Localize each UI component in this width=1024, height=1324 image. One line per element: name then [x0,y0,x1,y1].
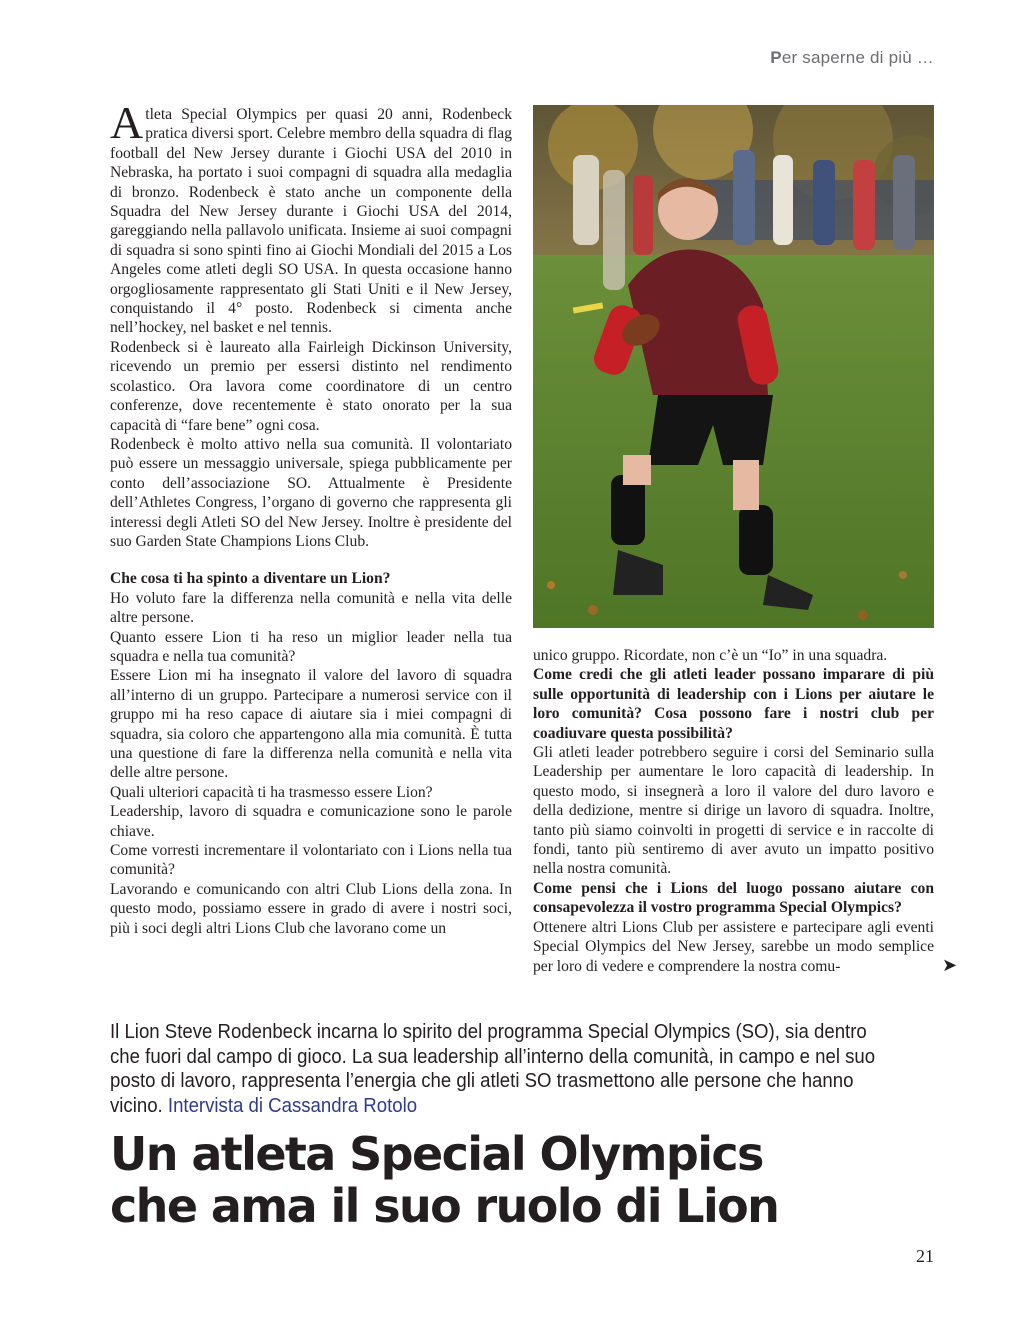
article-paragraph [110,802,512,841]
article-paragraph [110,628,512,667]
article-paragraph [533,918,934,976]
article-paragraph [110,589,512,628]
paragraph-text: Quali ulteriori capacità ti ha trasmesso essere Lion? [110,783,433,801]
running-head [770,48,934,68]
article-paragraph [533,646,934,665]
article-left-column [110,97,512,938]
article-paragraph [110,783,512,802]
article-headline [110,1128,1010,1232]
paragraph-text: Ho voluto fare la differenza nella comunità e nella vita delle altre persone. [110,589,512,627]
page-number: 21 [916,1246,934,1266]
paragraph-text: Come pensi che i Lions del luogo possano aiutare con consapevolezza il vostro programma Special Olympics? [533,879,934,917]
athlete-photo [533,105,934,628]
article-paragraph [110,435,512,551]
paragraph-text: Che cosa ti ha spinto a diventare un Lion? [110,570,391,588]
paragraph-text: Rodenbeck è molto attivo nella sua comunità. Il volontariato può essere un messaggio universale, spiega pubblicamente per conto dell’associazione SO. Attualmente è Presidente dell’Athletes Congress, l’organo di governo che rappresenta gli interessi degli Atleti SO del New Jersey. Inoltre è presidente del suo Garden State Champions Lions Club. [110,435,512,550]
interview-question [110,569,512,588]
paragraph-gap [110,551,512,569]
article-paragraph [110,666,512,782]
paragraph-text: Come credi che gli atleti leader possano imparare di più sulle opportunità di leadership con i Lions per aiutare le loro comunità? Cosa possono fare i nostri club per coadiuvare questa possibilità? [533,666,934,742]
interview-question [533,879,934,918]
article-intro [110,1020,891,1118]
headline-line-2: che ama il suo ruolo di Lion [110,1179,779,1233]
drop-cap: A [110,97,144,148]
byline: Intervista di Cassandra Rotolo [167,1094,418,1117]
interview-question [533,665,934,743]
paragraph-text: Quanto essere Lion ti ha reso un miglior leader nella tua squadra e nella tua comunità? [110,628,512,665]
running-head-text: er saperne di più … [781,48,934,67]
paragraph-text: Ottenere altri Lions Club per assistere e partecipare agli eventi Special Olympics del New Jersey, sarebbe un modo semplice per loro di vedere e comprendere la nostra comu- [533,918,934,975]
article-paragraph [110,97,512,338]
paragraph-text: Lavorando e comunicando con altri Club Lions della zona. In questo modo, possiamo essere in grado di avere i nostri soci, più i soci degli altri Lions Club che lavorano come un [110,880,512,937]
running-head-initial: P [770,48,782,67]
article-paragraph [110,841,512,880]
paragraph-text: Rodenbeck si è laureato alla Fairleigh Dickinson University, ricevendo un premio per essersi distinto nel rendimento scolastico. Ora lavora come coordinatore di un centro conferenze, dove recentemente è stato onorato per la sua capacità di “fare bene” ogni cosa. [110,338,512,434]
paragraph-text: Gli atleti leader potrebbero seguire i corsi del Seminario sulla Leadership per aumentare le loro capacità di leadership. In questo modo, si insegnerà a loro il valore del duro lavoro e della dedizione, mentre si dirige un lavoro di squadra. Inoltre, tanto più siamo coinvolti in progetti di service e in raccolte di fondi, tanto più sentiremo di aver avuto un impatto positivo nella nostra comunità. [533,744,934,878]
article-paragraph [110,880,512,938]
article-right-column [533,646,934,976]
headline-line-1: Un atleta Special Olympics [110,1127,763,1181]
continue-arrow-icon: ➤ [942,955,958,976]
paragraph-text: Leadership, lavoro di squadra e comunicazione sono le parole chiave. [110,803,512,840]
paragraph-text: Essere Lion mi ha insegnato il valore del lavoro di squadra all’interno di un gruppo. Partecipare a numerosi service con il gruppo mi ha reso capace di aiutare sia i miei compagni di squadra, sia coloro che appartengono alla mia comunità. È tutta una questione di fare la differenza nella comunità e nella vita delle altre persone. [110,667,512,782]
article-paragraph [533,743,934,879]
paragraph-text: Come vorresti incrementare il volontariato con i Lions nella tua comunità? [110,842,512,879]
intro-text: Il Lion Steve Rodenbeck incarna lo spirito del programma Special Olympics (SO), sia dentro che fuori dal campo di gioco. La sua leadership all’interno della comunità, in campo e nel suo posto di lavoro, rappresenta l’energia che gli atleti SO trasmettono alle persone che hanno vicino. [110,1021,876,1117]
paragraph-text: unico gruppo. Ricordate, non c’è un “Io” in una squadra. [533,647,888,664]
paragraph-text: tleta Special Olympics per quasi 20 anni, Rodenbeck pratica diversi sport. Celebre membro della squadra di flag football del New Jersey durante i Giochi USA del 2010 in Nebraska, ha portato i suoi compagni di squadra alla medaglia di bronzo. Rodenbeck è stato anche un componente della Squadra del New Jersey durante i Giochi USA del 2014, gareggiando nella pallavolo unificata. Insieme ai suoi compagni di squadra si sono spinti fino ai Giochi Mondiali del 2015 a Los Angeles come atleti degli SO USA. In questa occasione hanno orgogliosamente rappresentato gli Stati Uniti e il New Jersey, conquistando il 4° posto. Rodenbeck si cimenta anche nell’hockey, nel basket e nel tennis. [110,106,512,337]
article-paragraph [110,338,512,435]
